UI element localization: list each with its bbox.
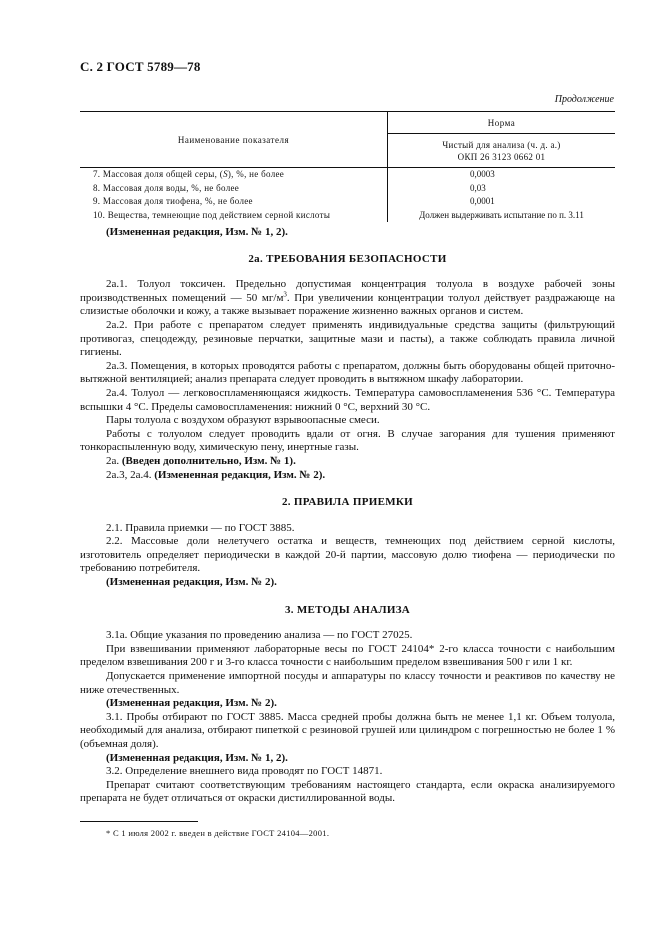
table-row [80, 182, 615, 196]
body-text [80, 226, 615, 806]
table-row [80, 195, 615, 209]
section-title-methods: 3. МЕТОДЫ АНАЛИЗА [284, 603, 411, 616]
paragraph: При взвешивании применяют лабораторные весы по ГОСТ 24104* 2-го класса точности с наибольшим пределом взвешивания 200 г и 3-го класса точности с наибольшим пределом взвешивания 500 г или 1 кг. [80, 642, 615, 669]
paragraph: 3.1а. Общие указания по проведению анализа — по ГОСТ 27025. [106, 629, 413, 642]
table-row [80, 168, 615, 182]
grade-okp: ОКП 26 3123 0662 01 [457, 151, 546, 162]
column-header-grade [388, 134, 616, 168]
continuation-label: Продолжение [554, 94, 614, 105]
column-header-norm: Норма [388, 112, 616, 134]
paragraph: 2.2. Массовые доли нелетучего остатка и веществ, темнеющих под действием серной кислоты, изготовитель определяет периодически в каждой 20-й партии, массовую долю тиофена — периодически по требованию потребителя. [80, 535, 615, 575]
row-value: 0,0001 [470, 196, 495, 207]
paragraph: Работы с толуолом следует проводить вдали от огня. В случае загорания для тушения применяют тонкораспыленную воду, химическую пену, инертные газы. [80, 427, 615, 454]
paragraph: 2.1. Правила приемки — по ГОСТ 3885. [106, 521, 295, 534]
row-value: Должен выдерживать испытание по п. 3.11 [419, 209, 584, 220]
row-name: 10. Вещества, темнеющие под действием серной кислоты [80, 209, 388, 223]
amendment-note: (Измененная редакция, Изм. № 2). [106, 576, 277, 589]
page-header: С. 2 ГОСТ 5789—78 [80, 59, 201, 74]
footnote-divider [80, 821, 198, 822]
row-name: 8. Массовая доля воды, %, не более [80, 182, 388, 196]
paragraph: 2а.4. Толуол — легковоспламеняющаяся жидкость. Температура самовоспламенения 536 °С. Температура вспышки 4 °С. Пределы самовоспламенения: нижний 0 °С, верхний 30 °С. [80, 386, 615, 413]
table-row [80, 209, 615, 223]
paragraph: 2а.3. Помещения, в которых проводятся работы с препаратом, должны быть оборудованы общей приточно-вытяжной вентиляцией; анализ препарата следует проводить в вытяжном шкафу лаборатории. [80, 359, 615, 386]
amendment-note: (Измененная редакция, Изм. № 1, 2). [106, 751, 288, 764]
paragraph: 2а.2. При работе с препаратом следует применять индивидуальные средства защиты (фильтрующий противогаз, спецодежду, резиновые перчатки, защитные мази и пасты), а также соблюдать правила личной гигиены. [80, 318, 615, 359]
norms-table [80, 111, 615, 222]
footnote: * С 1 июля 2002 г. введен в действие ГОСТ 24104—2001. [106, 828, 330, 838]
paragraph: 3.2. Определение внешнего вида проводят по ГОСТ 14871. [106, 765, 383, 778]
row-value: 0,0003 [470, 169, 495, 180]
paragraph: Пары толуола с воздухом образуют взрывоопасные смеси. [106, 414, 380, 427]
amendment-note: 2а.3, 2а.4. (Измененная редакция, Изм. № 2). [106, 468, 326, 481]
paragraph: 3.1. Пробы отбирают по ГОСТ 3885. Масса средней пробы должна быть не менее 1,1 кг. Объем толуола, необходимый для анализа, отбирают пипеткой с резиновой грушей или цилиндром с погрешностью не более 1 % (объемная доля). [80, 710, 615, 750]
section-title-acceptance: 2. ПРАВИЛА ПРИЕМКИ [281, 496, 414, 509]
column-header-name: Наименование показателя [80, 112, 388, 168]
row-name: 9. Массовая доля тиофена, %, не более [80, 195, 388, 209]
row-value: 0,03 [470, 182, 486, 193]
grade-name: Чистый для анализа (ч. д. а.) [442, 139, 561, 150]
paragraph: 2а.1. Толуол токсичен. Предельно допустимая концентрация толуола в воздухе рабочей зоны производственных помещений — 50 $мг/м^3$. При увеличении концентрации толуол действует раздражающе на слизистые оболочки и кожу, а также вызывает поражение жизненно важных органов и систем. [80, 278, 615, 318]
amendment-note: 2а. (Введен дополнительно, Изм. № 1). [106, 454, 296, 467]
paragraph: Препарат считают соответствующим требованиям настоящего стандарта, если окраска анализируемого препарата не будет отличаться от окраски дистиллированной воды. [80, 778, 615, 805]
paragraph: Допускается применение импортной посуды и аппаратуры по классу точности и реактивов по качеству не ниже отечественных. [80, 670, 615, 696]
amendment-note: (Измененная редакция, Изм. № 2). [106, 697, 277, 710]
section-title-safety: 2а. ТРЕБОВАНИЯ БЕЗОПАСНОСТИ [248, 252, 447, 265]
amendment-note: (Измененная редакция, Изм. № 1, 2). [106, 226, 288, 238]
row-name: 7. Массовая доля общей серы, (S), %, не более [80, 168, 388, 182]
